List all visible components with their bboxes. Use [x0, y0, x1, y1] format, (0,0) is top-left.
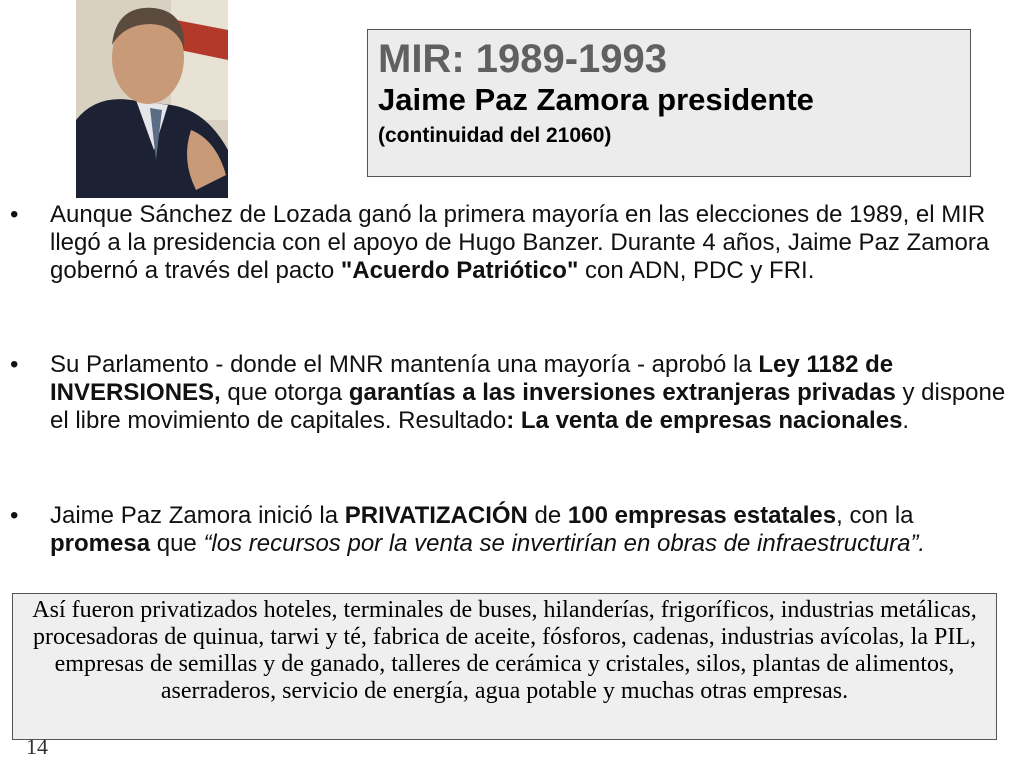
slide-subtitle: Jaime Paz Zamora presidente [378, 82, 814, 117]
portrait-image [76, 0, 228, 198]
bullet-bold-text: garantías a las inversiones extranjeras privadas [348, 379, 896, 406]
bullet-item [10, 502, 1020, 558]
bullet-text: que otorga [220, 379, 349, 406]
bullet-marker: • [10, 351, 19, 378]
bullet-text: Jaime Paz Zamora inició la [50, 502, 345, 529]
page-number: 14 [26, 734, 48, 759]
bullet-italic-text: “los recursos por la venta se invertirían en obras de infraestructura”. [203, 530, 926, 557]
bullet-bold-text: : La venta de empresas nacionales [506, 407, 903, 434]
slide-title: MIR: 1989-1993 [378, 37, 668, 81]
bullet-text: y dispone el libre movimiento de capitales. Resultado [50, 379, 1006, 434]
bullet-text: que [150, 530, 204, 557]
bullet-bold-text: PRIVATIZACIÓN [344, 502, 528, 529]
bullet-item [10, 201, 1020, 285]
title-box [367, 29, 971, 177]
bullet-text: con ADN, PDC y FRI. [578, 257, 815, 284]
bullet-bold-text: Ley 1182 de INVERSIONES, [50, 351, 894, 406]
bullet-text: Aunque Sánchez de Lozada ganó la primera mayoría en las elecciones de 1989, el MIR llegó a la presidencia con el apoyo de Hugo Banzer. Durante 4 años, Jaime Paz Zamora gobernó a través del pacto [50, 201, 990, 284]
bullet-text: Su Parlamento - donde el MNR mantenía una mayoría - aprobó la [50, 351, 759, 378]
bullet-marker: • [10, 502, 19, 529]
bullet-bold-text: promesa [50, 530, 151, 557]
bullet-item [10, 351, 1020, 435]
bullet-text: de [527, 502, 568, 529]
bullet-bold-text: 100 empresas estatales [567, 502, 837, 529]
bullet-text: , con la [836, 502, 914, 529]
bullet-text: . [902, 407, 910, 434]
bullet-marker: • [10, 201, 19, 228]
bullet-bold-text: "Acuerdo Patriótico" [340, 257, 579, 284]
portrait-photo [76, 0, 228, 198]
slide-subtitle-note: (continuidad del 21060) [378, 124, 612, 147]
privatized-companies-box: Así fueron privatizados hoteles, terminales de buses, hilanderías, frigoríficos, industrias metálicas, procesadoras de quinua, tarwi y té, fabrica de aceite, fósforos, cadenas, industrias avícolas, la PIL, empresas de semillas y de ganado, talleres de cerámica y cristales, silos, plantas de alimentos, aserraderos, servicio de energía, agua potable y muchas otras empresas. [12, 593, 997, 740]
